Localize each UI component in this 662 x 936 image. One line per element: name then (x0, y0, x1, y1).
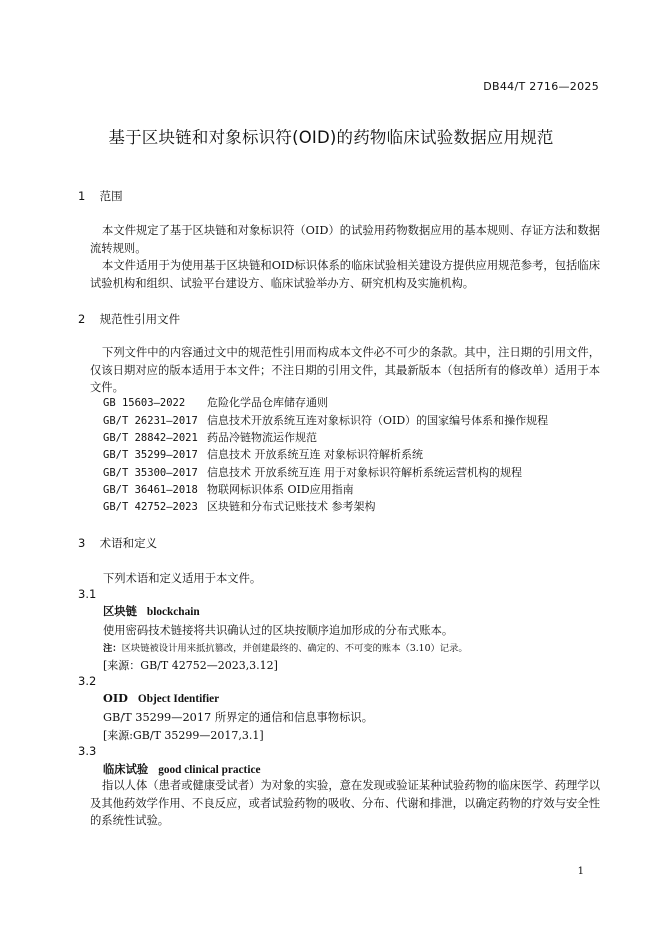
document-title: 基于区块链和对象标识符(OID)的药物临床试验数据应用规范 (108, 128, 554, 147)
section-2-heading (78, 311, 180, 327)
term-definition: 使用密码技术链接将共识确认过的区块按顺序追加形成的分布式账本。 (103, 624, 454, 637)
term-heading (103, 691, 219, 705)
reference-code: GB/T 28842—2021 (103, 432, 198, 444)
term-en: Object Identifier (137, 693, 220, 705)
reference-code: GB/T 42752—2023 (103, 501, 198, 513)
term-number: 3.1 (78, 587, 97, 601)
reference-item (103, 394, 328, 412)
term-en: good clinical practice (158, 764, 261, 776)
term-definition: 指以人体（患者或健康受试者）为对象的实验，意在发现或验证某种试验药物的临床医学、药理学以及其他药效学作用、不良反应，或者试验药物的吸收、分布、代谢和排泄，以确定药物的疗效与安全性的系统性试验。 (90, 779, 600, 827)
scope-paragraph-2: 本文件适用于为使用基于区块链和OID标识体系的临床试验相关建设方提供应用规范参考，包括临床试验机构和组织、试验平台建设方、临床试验举办方、研究机构及实施机构。 (90, 259, 600, 290)
note-label: 注： (103, 643, 122, 654)
term-heading (103, 603, 200, 619)
reference-item (103, 446, 423, 464)
reference-name: 药品冷链物流运作规范 (207, 431, 317, 444)
term-source: [来源:GB/T 35299—2017,3.1] (103, 729, 264, 742)
reference-name: 危险化学品仓库储存通则 (207, 396, 328, 409)
term-note (103, 640, 468, 654)
normative-paragraph: 下列文件中的内容通过文中的规范性引用而构成本文件必不可少的条款。其中，注日期的引用文件，仅该日期对应的版本适用于本文件；不注日期的引用文件，其最新版本（包括所有的修改单）适用于本文件。 (90, 346, 600, 394)
section-title: 规范性引用文件 (99, 312, 181, 326)
reference-name: 物联网标识体系 OID应用指南 (207, 483, 354, 496)
section-number: 3 (78, 536, 86, 550)
reference-code: GB/T 36461—2018 (103, 484, 198, 496)
term-number: 3.3 (78, 744, 97, 758)
section-number: 2 (78, 312, 86, 326)
term-en: blockchain (146, 606, 200, 618)
reference-item (103, 481, 354, 499)
reference-name: 信息技术 开放系统互连 用于对象标识符解析系统运营机构的规程 (207, 466, 522, 479)
term-zh: 区块链 (103, 604, 137, 618)
reference-item (103, 464, 522, 482)
reference-name: 区块链和分布式记账技术 参考架构 (207, 500, 376, 513)
reference-item (103, 498, 376, 516)
reference-code: GB/T 26231—2017 (103, 415, 198, 427)
reference-code: GB 15603—2022 (103, 397, 186, 409)
reference-code: GB/T 35300—2017 (103, 467, 198, 479)
page-number: 1 (577, 866, 584, 877)
term-definition: GB/T 35299—2017 所界定的通信和信息事物标识。 (103, 711, 373, 724)
term-zh: OID (103, 691, 128, 705)
section-title: 术语和定义 (99, 536, 158, 550)
term-source: [来源：GB/T 42752—2023,3.12] (103, 659, 278, 672)
terms-intro: 下列术语和定义适用于本文件。 (103, 572, 262, 585)
scope-paragraph-1: 本文件规定了基于区块链和对象标识符（OID）的试验用药物数据应用的基本规则、存证方法和数据流转规则。 (90, 224, 600, 255)
section-1-heading (78, 188, 123, 204)
reference-item (103, 429, 317, 447)
standard-code: DB44/T 2716—2025 (483, 80, 599, 93)
term-zh: 临床试验 (103, 762, 149, 776)
term-heading (103, 761, 260, 777)
reference-name: 信息技术 开放系统互连 对象标识符解析系统 (207, 448, 423, 461)
reference-name: 信息技术开放系统互连对象标识符（OID）的国家编号体系和操作规程 (207, 414, 549, 427)
term-number: 3.2 (78, 674, 97, 688)
reference-code: GB/T 35299—2017 (103, 449, 198, 461)
section-title: 范围 (99, 189, 123, 203)
section-3-heading (78, 535, 157, 551)
section-number: 1 (78, 189, 86, 203)
note-text: 区块链被设计用来抵抗篡改，并创建最终的、确定的、不可变的账本（3.10）记录。 (121, 643, 468, 654)
reference-item (103, 412, 548, 430)
